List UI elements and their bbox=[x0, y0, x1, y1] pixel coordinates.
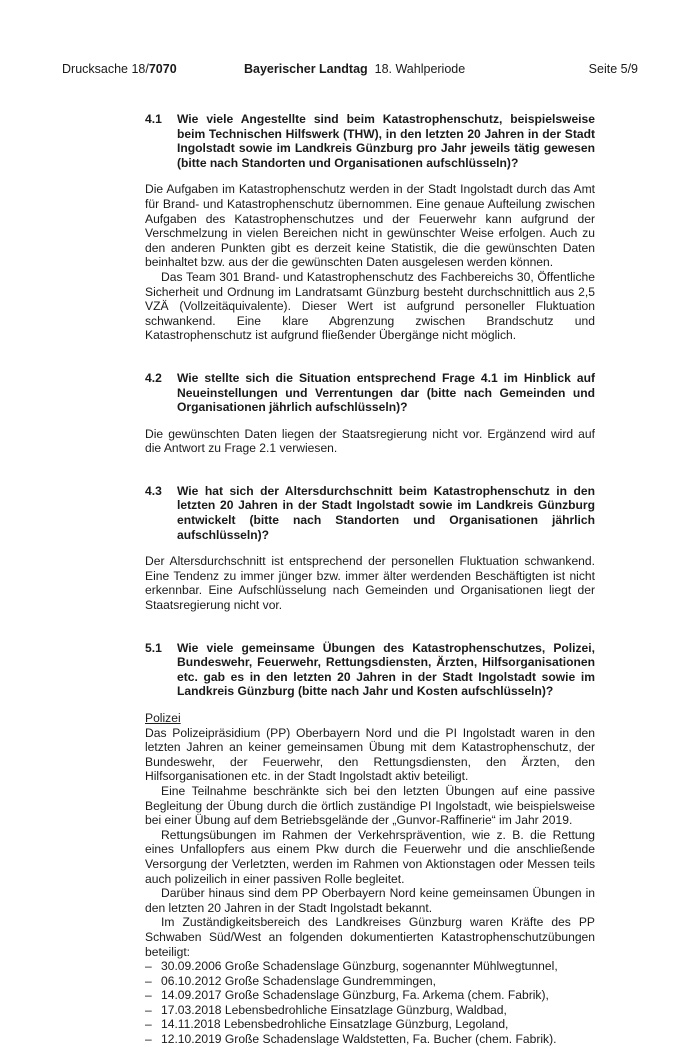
question-text: Wie stellte sich die Situation entsprechend Frage 4.1 im Hinblick auf Neueinstellungen und Verrentungen dar (bitte nach Gemeinden und Organisationen jährlich aufschlüsseln)? bbox=[177, 370, 595, 415]
page-number: Seite 5/9 bbox=[588, 62, 638, 76]
document-number-value: 7070 bbox=[148, 62, 177, 76]
answer-paragraph: Rettungsübungen im Rahmen der Verkehrsprävention, wie z. B. die Rettung eines Unfallopfers aus einem Pkw durch die Feuerwehr und die anschließende Versorgung der Verletzten, werden im Rahmen von Aktionstagen oder Messen teils auch polizeilich in einer passiven Rolle begleitet. bbox=[145, 827, 595, 886]
document-number bbox=[62, 62, 177, 76]
question-text: Wie viele gemeinsame Übungen des Katastrophenschutzes, Polizei, Bundeswehr, Feuerwehr, Rettungsdiensten, Ärzten, Hilfsorganisationen etc. gab es in den letzten 20 Jahren in der Stadt Ingolstadt sowie im Landkreis Günzburg (bitte nach Jahr und Kosten aufschlüsseln)? bbox=[177, 640, 595, 699]
question-text: Wie hat sich der Altersdurchschnitt beim Katastrophenschutz in den letzten 20 Jahren in der Stadt Ingolstadt sowie im Landkreis Günzburg entwickelt (bitte nach Standorten und Organisationen jährlich aufschlüsseln)? bbox=[177, 483, 595, 542]
answer-paragraph: Die gewünschten Daten liegen der Staatsregierung nicht vor. Ergänzend wird auf die Antwort zu Frage 2.1 verwiesen. bbox=[145, 426, 595, 456]
answer-paragraph: Der Altersdurchschnitt ist entsprechend der personellen Fluktuation schwankend. Eine Tendenz zu immer jünger bzw. immer älter werdenden Beschäftigten ist nicht erkennbar. Eine Aufschlüsselung nach Gemeinden und Organisationen liegt der Staatsregierung nicht vor. bbox=[145, 554, 595, 613]
answer-paragraph: Das Team 301 Brand- und Katastrophenschutz des Fachbereichs 30, Öffentliche Sicherheit und Ordnung im Landratsamt Günzburg besteht durchschnittlich aus 2,5 VZÄ (Vollzeitäquivalente). Dieser Wert ist aufgrund personeller Fluktuation schwankend. Eine klare Abgrenzung zwischen Brandschutz und Katastrophenschutz ist aufgrund fließender Übergänge nicht möglich. bbox=[145, 269, 595, 343]
document-body bbox=[145, 112, 595, 1047]
document-prefix: Drucksache 18/ bbox=[62, 62, 149, 76]
legislative-period: 18. Wahlperiode bbox=[374, 62, 466, 76]
question-text: Wie viele Angestellte sind beim Katastrophenschutz, beispielsweise beim Technischen Hilfswerk (THW), in den letzten 20 Jahren in der Stadt Ingolstadt sowie im Landkreis Günzburg pro Jahr jeweils tätig gewesen (bitte nach Standorten und Organisationen aufschlüsseln)? bbox=[177, 112, 595, 170]
question-5-1 bbox=[145, 641, 595, 699]
answer-paragraph: Darüber hinaus sind dem PP Oberbayern Nord keine gemeinsamen Übungen in den letzten 20 Jahren in der Stadt Ingolstadt bekannt. bbox=[145, 886, 595, 915]
parliament-name: Bayerischer Landtag bbox=[244, 62, 368, 76]
list-item: – 30.09.2006 Große Schadenslage Günzburg, sogenannter Mühlwegtunnel, bbox=[145, 959, 595, 974]
answer-paragraph: Eine Teilnahme beschränkte sich bei den letzten Übungen auf eine passive Begleitung der Übung durch die örtlich zuständige PI Ingolstadt, wie beispielsweise bei einer Übung auf dem Betriebsgelände der „Gunvor-Raffinerie“ im Jahr 2019. bbox=[145, 783, 595, 828]
question-4-1 bbox=[145, 112, 595, 170]
question-4-3 bbox=[145, 484, 595, 542]
list-item: – 14.11.2018 Lebensbedrohliche Einsatzlage Günzburg, Legoland, bbox=[145, 1017, 595, 1032]
question-number: 4.3 bbox=[145, 483, 162, 498]
answer-paragraph: Im Zuständigkeitsbereich des Landkreises Günzburg waren Kräfte des PP Schwaben Süd/West an folgenden dokumentierten Katastrophenschutzübungen beteiligt: bbox=[145, 915, 595, 959]
exercise-list bbox=[145, 959, 595, 1047]
list-item: – 17.03.2018 Lebensbedrohliche Einsatzlage Günzburg, Waldbad, bbox=[145, 1003, 595, 1018]
answer-paragraph: Das Polizeipräsidium (PP) Oberbayern Nord und die PI Ingolstadt waren in den letzten Jahren an keiner gemeinsamen Übung mit dem Katastrophenschutz, der Bundeswehr, der Feuerwehr, den Rettungsdiensten, den Ärzten, den Hilfsorganisationen etc. in der Stadt Ingolstadt aktiv beteiligt. bbox=[145, 725, 595, 784]
answer-paragraph: Die Aufgaben im Katastrophenschutz werden in der Stadt Ingolstadt durch das Amt für Brand- und Katastrophenschutz übernommen. Eine genaue Aufteilung zwischen Aufgaben des Katastrophenschutzes und der Feuerwehr kann aufgrund der Verschmelzung in vielen Bereichen nicht in gewünschter Weise erfolgen. Auch zu den anderen Punkten gibt es derzeit keine Statistik, die die gewünschten Daten beinhaltet bzw. aus der die gewünschten Daten ausgelesen werden können. bbox=[145, 182, 595, 270]
page-header bbox=[62, 62, 638, 78]
question-number: 4.2 bbox=[145, 370, 162, 385]
list-item: – 06.10.2012 Große Schadenslage Gundremmingen, bbox=[145, 974, 595, 989]
list-item: – 12.10.2019 Große Schadenslage Waldstetten, Fa. Bucher (chem. Fabrik). bbox=[145, 1032, 595, 1047]
subheading-polizei: Polizei bbox=[145, 711, 181, 725]
list-item: – 14.09.2017 Große Schadenslage Günzburg, Fa. Arkema (chem. Fabrik), bbox=[145, 988, 595, 1003]
question-4-2 bbox=[145, 371, 595, 415]
question-number: 5.1 bbox=[145, 640, 162, 655]
question-number: 4.1 bbox=[145, 112, 162, 126]
parliament-info bbox=[244, 62, 465, 76]
